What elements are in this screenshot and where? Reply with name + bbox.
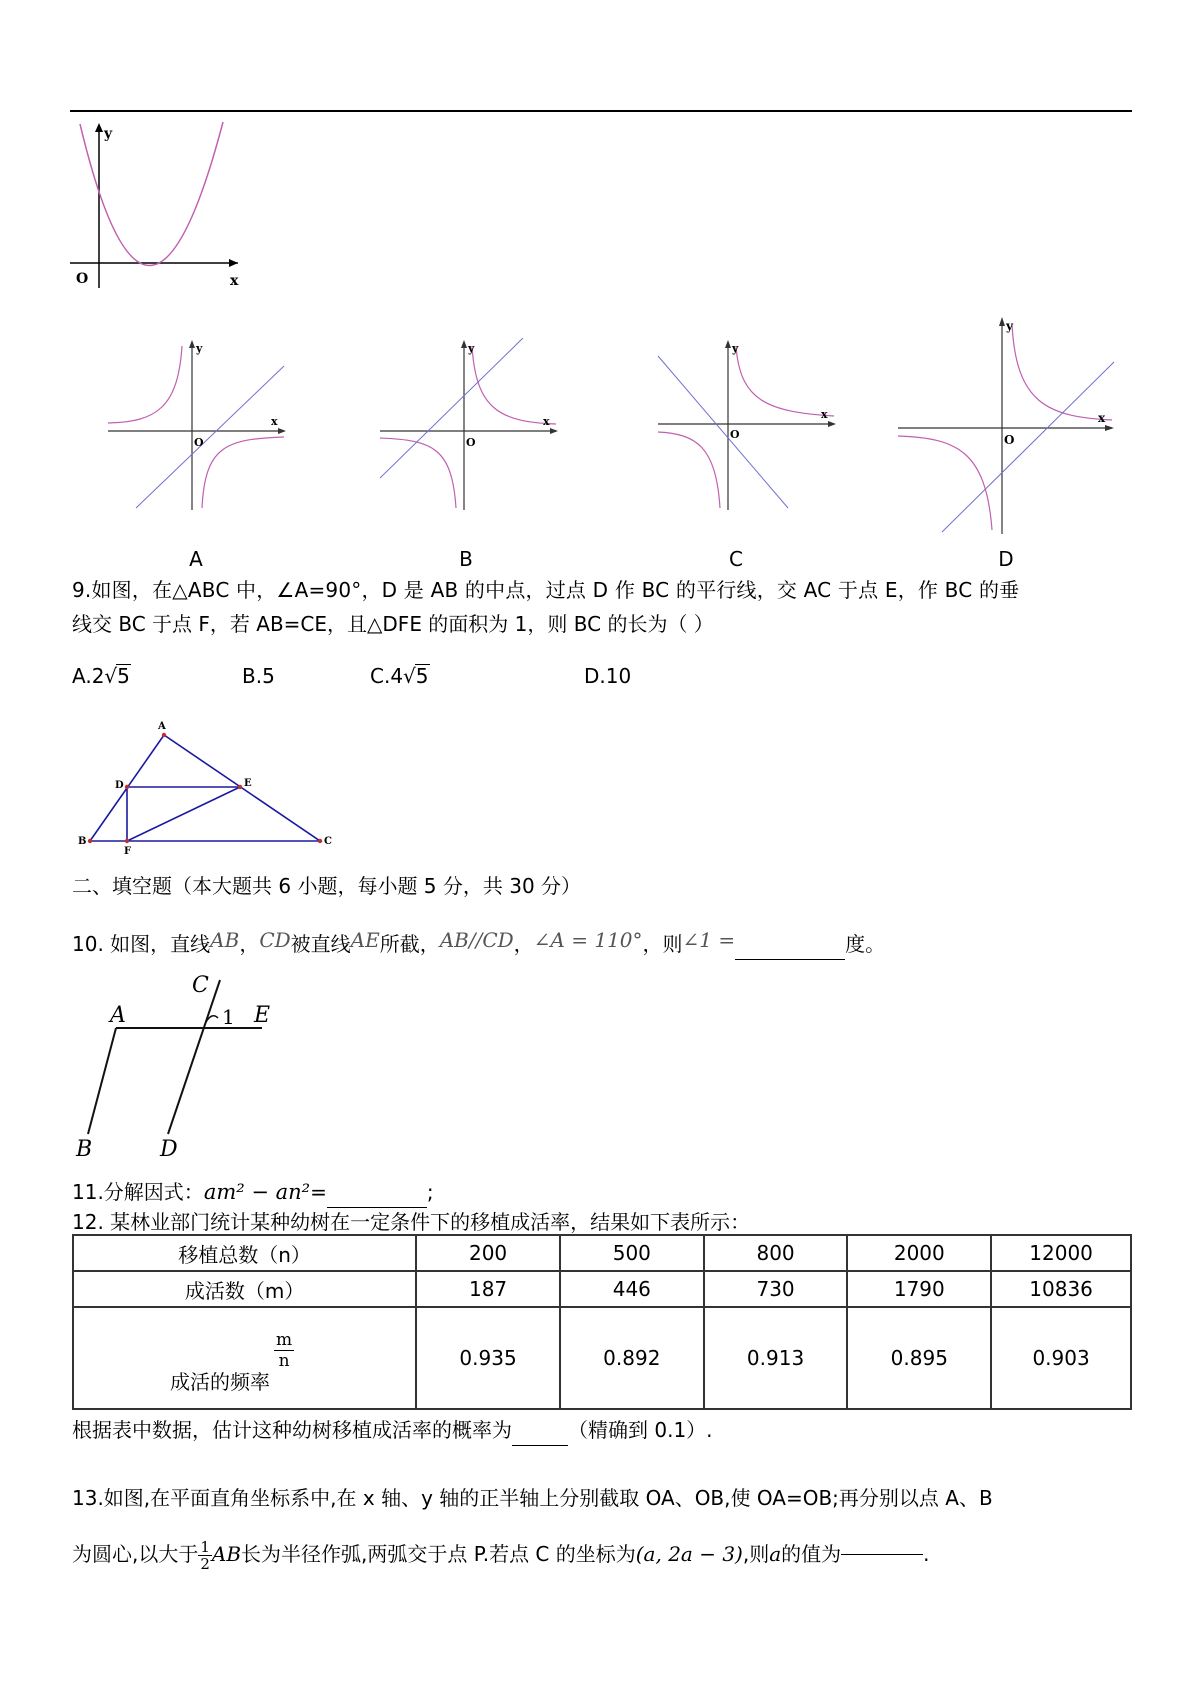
q9-option-b: B.5 [242, 664, 275, 688]
point-a-label: A [110, 1003, 126, 1028]
graph-option-label-b: B [459, 547, 473, 571]
y-axis-label: y [196, 342, 203, 355]
q10-sep1: ， [239, 932, 260, 956]
q13-line2-mid2: ,则 [742, 1542, 770, 1566]
q10-text [72, 924, 885, 960]
q10-line-ae: AE [350, 928, 380, 952]
option-graph-d [896, 314, 1118, 536]
point-e-label: E [254, 1003, 271, 1028]
table-cell: 1790 [847, 1271, 991, 1307]
table-row [73, 1307, 1131, 1409]
q13-point-c-coord: (a, 2a − 3) [635, 1542, 743, 1566]
origin-label: O [730, 428, 740, 441]
point-d-label: D [160, 1137, 178, 1162]
x-axis-label: x [821, 408, 828, 421]
q9-option-d: D.10 [584, 664, 632, 688]
q9-option-c-radicand: 5 [415, 664, 429, 688]
origin-label: O [76, 271, 89, 287]
origin-label: O [466, 436, 476, 449]
table-cell: 446 [560, 1271, 704, 1307]
q10-line-ab: AB [210, 928, 240, 952]
q9-option-a: A.2√5 [72, 664, 130, 688]
table-cell: 2000 [847, 1235, 991, 1271]
q9-triangle-figure [72, 716, 342, 856]
table-cell: 187 [416, 1271, 560, 1307]
table-cell: 12000 [991, 1235, 1131, 1271]
point-b-label: B [76, 1137, 93, 1162]
q9-line1: 9.如图，在△ABC 中，∠A=90°，D 是 AB 的中点，过点 D 作 BC 的平行线，交 AC 于点 E，作 BC 的垂 [72, 578, 1020, 602]
table-cell: 0.935 [416, 1307, 560, 1409]
q10-sep2: ， [513, 932, 534, 956]
q13-line2-end: . [923, 1542, 930, 1566]
table-cell: 730 [704, 1271, 848, 1307]
y-axis-label: y [104, 126, 113, 142]
q10-parallel: AB//CD [439, 928, 514, 952]
table-cell: 0.895 [847, 1307, 991, 1409]
graph-option-label-a: A [189, 547, 203, 571]
table-row [73, 1271, 1131, 1307]
q12-answer-blank[interactable] [512, 1419, 568, 1446]
q13-half-fraction [198, 1539, 212, 1572]
y-axis-label: y [732, 342, 739, 355]
q13-segment-ab: AB [211, 1542, 242, 1566]
q10-prefix: 10. 如图，直线 [72, 932, 211, 956]
row-label-total: 移植总数（n） [73, 1235, 416, 1271]
table-row [73, 1235, 1131, 1271]
vertex-d-label: D [115, 780, 124, 791]
q10-parallel-lines-figure [72, 966, 292, 1162]
table-cell: 200 [416, 1235, 560, 1271]
q12-after-suffix: （精确到 0.1）. [568, 1418, 713, 1442]
q10-suffix: 度。 [845, 932, 886, 956]
frequency-fraction [274, 1330, 294, 1371]
q13-variable-a: a [769, 1542, 782, 1566]
vertex-a-label: A [158, 721, 166, 732]
q9-option-c-prefix: C.4 [370, 664, 404, 688]
vertex-f-label: F [124, 846, 132, 856]
row-label-survived: 成活数（m） [73, 1271, 416, 1307]
y-axis-label: y [1006, 319, 1013, 333]
graph-option-label-d: D [998, 547, 1014, 571]
parabola-graph [66, 118, 246, 293]
table-cell: 0.913 [704, 1307, 848, 1409]
graph-option-label-c: C [729, 547, 743, 571]
q12-question [72, 1414, 713, 1446]
x-axis-label: x [271, 415, 278, 428]
q10-mid3: ，则 [642, 932, 683, 956]
q10-mid: 被直线 [290, 932, 351, 956]
q9-line2: 线交 BC 于点 F，若 AB=CE，且△DFE 的面积为 1，则 BC 的长为（ ） [72, 612, 714, 636]
x-axis-label: x [543, 415, 550, 428]
q12-intro: 12. 某林业部门统计某种幼树在一定条件下的移植成活率，结果如下表所示： [72, 1210, 751, 1234]
q11-suffix: ; [426, 1180, 434, 1204]
fraction-denominator: n [278, 1351, 290, 1371]
y-axis-label: y [468, 342, 475, 355]
row-label-frequency [73, 1307, 416, 1409]
table-cell: 0.903 [991, 1307, 1131, 1409]
q10-answer-blank[interactable] [735, 933, 845, 960]
table-cell: 500 [560, 1235, 704, 1271]
q12-after-prefix: 根据表中数据，估计这种幼树移植成活率的概率为 [72, 1418, 512, 1442]
q10-angle-1: ∠1 = [682, 928, 736, 952]
q11-prefix: 11.分解因式： [72, 1180, 204, 1204]
q13-answer-blank[interactable] [841, 1528, 923, 1555]
table-cell: 10836 [991, 1271, 1131, 1307]
origin-label: O [194, 436, 204, 449]
q9-option-a-prefix: A.2 [72, 664, 105, 688]
x-axis-label: x [1098, 411, 1106, 425]
q13-line2-prefix: 为圆心,以大于 [72, 1542, 199, 1566]
q13-line1: 13.如图,在平面直角坐标系中,在 x 轴、y 轴的正半轴上分别截取 OA、OB,使 OA=OB;再分别以点 A、B [72, 1486, 993, 1510]
origin-label: O [1004, 433, 1015, 447]
option-graph-c [656, 338, 838, 513]
q11-equals: = [310, 1180, 327, 1204]
section2-heading: 二、填空题（本大题共 6 小题，每小题 5 分，共 30 分） [72, 874, 582, 898]
q11-text [72, 1176, 434, 1208]
q11-answer-blank[interactable] [327, 1181, 427, 1208]
q9-option-c: C.4√5 [370, 664, 429, 688]
q12-survival-table [72, 1234, 1132, 1410]
table-cell: 0.892 [560, 1307, 704, 1409]
q13-line2 [72, 1528, 930, 1574]
angle-1-label: 1 [222, 1005, 235, 1029]
q13-line2-mid: 长为半径作弧,两弧交于点 P.若点 C 的坐标为 [241, 1542, 636, 1566]
q10-line-cd: CD [259, 928, 291, 952]
q11-expression: am² − an² [203, 1180, 311, 1204]
q13-line2-mid3: 的值为 [781, 1542, 842, 1566]
x-axis-label: x [230, 273, 239, 289]
fraction-numerator: m [276, 1330, 293, 1350]
vertex-e-label: E [244, 778, 252, 789]
table-cell: 800 [704, 1235, 848, 1271]
q10-angle-a: ∠A = 110° [533, 928, 643, 952]
option-graph-b [378, 338, 560, 513]
header-rule [70, 110, 1132, 112]
fraction-numerator: 1 [200, 1538, 210, 1556]
vertex-c-label: C [324, 836, 332, 847]
point-c-label: C [192, 973, 209, 998]
option-graph-a [106, 338, 288, 513]
fraction-denominator: 2 [200, 1555, 210, 1573]
q10-mid2: 所截， [379, 932, 440, 956]
frequency-label: 成活的频率 [170, 1370, 270, 1394]
q9-option-a-radicand: 5 [117, 664, 130, 688]
vertex-b-label: B [78, 836, 87, 847]
